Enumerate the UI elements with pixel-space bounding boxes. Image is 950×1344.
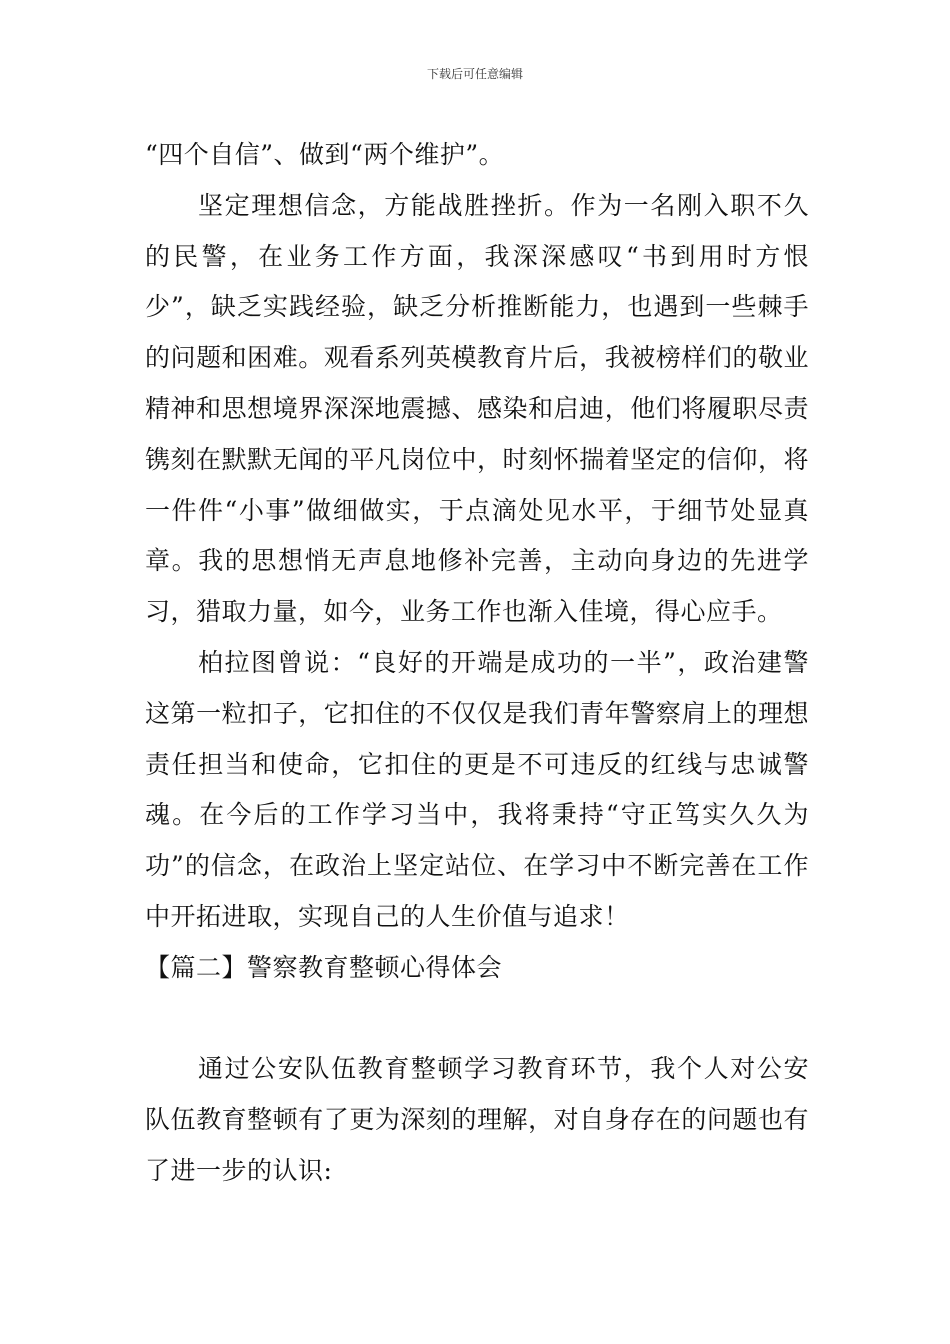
section-heading: 【篇二】警察教育整顿心得体会	[145, 952, 503, 982]
document-body	[145, 130, 809, 1197]
paragraph-section-two-intro: 通过公安队伍教育整顿学习教育环节，我个人对公安队伍教育整顿有了更为深刻的理解，对自身存在的问题也有了进一步的认识:	[145, 1054, 809, 1185]
blank-line	[145, 994, 809, 1045]
paragraph-ideals: 坚定理想信念，方能战胜挫折。作为一名刚入职不久的民警，在业务工作方面，我深深感叹“书到用时方恨少”，缺乏实践经验，缺乏分析推断能力，也遇到一些棘手的问题和困难。观看系列英模教育片后，我被榜样们的敬业精神和思想境界深深地震撼、感染和启迪，他们将履职尽责镌刻在默默无闻的平凡岗位中，时刻怀揣着坚定的信仰，将一件件“小事”做细做实，于点滴处见水平，于细节处显真章。我的思想悄无声息地修补完善，主动向身边的先进学习，猎取力量，如今，业务工作也渐入佳境，得心应手。	[145, 190, 809, 627]
paragraph-plato: 柏拉图曾说：“良好的开端是成功的一半”，政治建警这第一粒扣子，它扣住的不仅仅是我们青年警察肩上的理想责任担当和使命，它扣住的更是不可违反的红线与忠诚警魂。在今后的工作学习当中，我将秉持“守正笃实久久为功”的信念，在政治上坚定站位、在学习中不断完善在工作中开拓进取，实现自己的人生价值与追求！	[145, 647, 809, 931]
paragraph-continuation: “四个自信”、做到“两个维护”。	[145, 140, 505, 169]
page-header: 下载后可任意编辑	[426, 67, 523, 81]
